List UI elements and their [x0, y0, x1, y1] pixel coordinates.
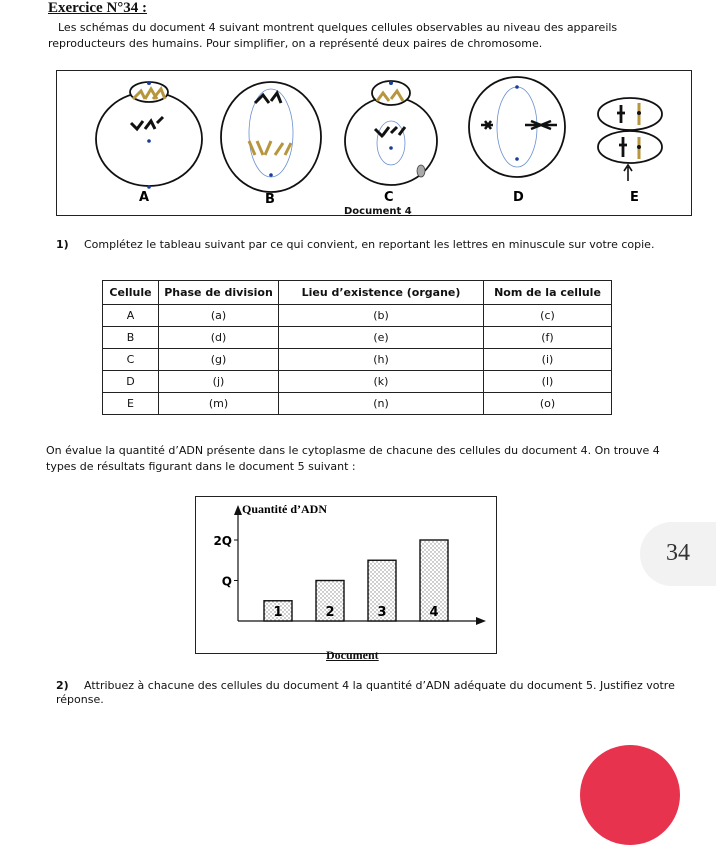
document-5-caption: Document	[326, 648, 379, 662]
table-header-cell: Nom de la cellule	[484, 281, 612, 305]
cell-label-e: E	[630, 190, 639, 205]
cell-e	[598, 98, 662, 181]
question-1-number: 1)	[56, 238, 69, 251]
table-row	[103, 305, 612, 327]
question-2-number: 2)	[56, 679, 69, 692]
table-cell: (f)	[484, 327, 612, 349]
question-2	[56, 679, 676, 707]
table-cell: (o)	[484, 393, 612, 415]
cell-label-b: B	[265, 192, 275, 207]
table-cell: D	[103, 371, 159, 393]
table-cell: E	[103, 393, 159, 415]
table-cell: (d)	[159, 327, 279, 349]
table-cell: C	[103, 349, 159, 371]
table-header-row	[103, 281, 612, 305]
table-cell: B	[103, 327, 159, 349]
bar-label: 3	[377, 605, 387, 620]
table-cell: (h)	[279, 349, 484, 371]
table-header-cell: Lieu d’existence (organe)	[279, 281, 484, 305]
table-cell: (k)	[279, 371, 484, 393]
page-number-badge	[640, 522, 716, 586]
table-cell: (n)	[279, 393, 484, 415]
bar-label: 1	[273, 605, 283, 620]
document-4-caption: Document 4	[344, 206, 412, 217]
table-row	[103, 393, 612, 415]
paragraph-text: On évalue la quantité d’ADN présente dans le cytoplasme de chacune des cellules du document 4. On trouve 4 types de résultats figurant dans le document 5 suivant :	[46, 444, 660, 473]
question-1-text: Complétez le tableau suivant par ce qui convient, en reportant les lettres en minuscule sur votre copie.	[84, 238, 655, 251]
bar-label: 2	[325, 605, 335, 620]
table-cell: (c)	[484, 305, 612, 327]
question-2-text: Attribuez à chacune des cellules du document 4 la quantité d’ADN adéquate du document 5. Justifiez votre réponse.	[56, 679, 675, 706]
table-cell: (b)	[279, 305, 484, 327]
table-header-cell: Cellule	[103, 281, 159, 305]
cell-c	[345, 81, 437, 185]
cell-label-d: D	[513, 190, 524, 205]
table-cell: (g)	[159, 349, 279, 371]
dna-bar-chart	[196, 497, 498, 655]
page-number: 34	[666, 540, 690, 566]
y-tick-label: 2Q	[213, 534, 232, 548]
cell-b	[221, 82, 321, 192]
y-axis-arrow-icon	[234, 505, 242, 515]
table-cell: A	[103, 305, 159, 327]
y-tick-label: Q	[221, 574, 232, 589]
document-5-chart	[195, 496, 497, 654]
cells-diagram	[57, 71, 693, 217]
table-header-cell: Phase de division	[159, 281, 279, 305]
cell-a	[96, 81, 202, 189]
bar-label: 4	[429, 605, 439, 620]
question-1	[56, 238, 656, 252]
table-cell: (l)	[484, 371, 612, 393]
document-4-figure	[56, 70, 692, 216]
table-cell: (i)	[484, 349, 612, 371]
answer-table	[102, 280, 612, 415]
cell-label-c: C	[384, 190, 394, 205]
table-cell: (a)	[159, 305, 279, 327]
y-axis-label: Quantité d’ADN	[242, 502, 328, 516]
intro-text: Les schémas du document 4 suivant montrent quelques cellules observables au niveau des appareils reproducteurs des humains. Pour simplifier, on a représenté deux paires de chromosome.	[48, 21, 618, 50]
table-cell: (e)	[279, 327, 484, 349]
decorative-circle	[580, 745, 680, 845]
table-row	[103, 327, 612, 349]
exercise-title: Exercice N°34 :	[48, 0, 148, 16]
table-row	[103, 371, 612, 393]
table-cell: (m)	[159, 393, 279, 415]
cell-label-a: A	[139, 190, 150, 205]
table-row	[103, 349, 612, 371]
cell-d	[469, 77, 565, 177]
x-axis-arrow-icon	[476, 617, 486, 625]
table-cell: (j)	[159, 371, 279, 393]
